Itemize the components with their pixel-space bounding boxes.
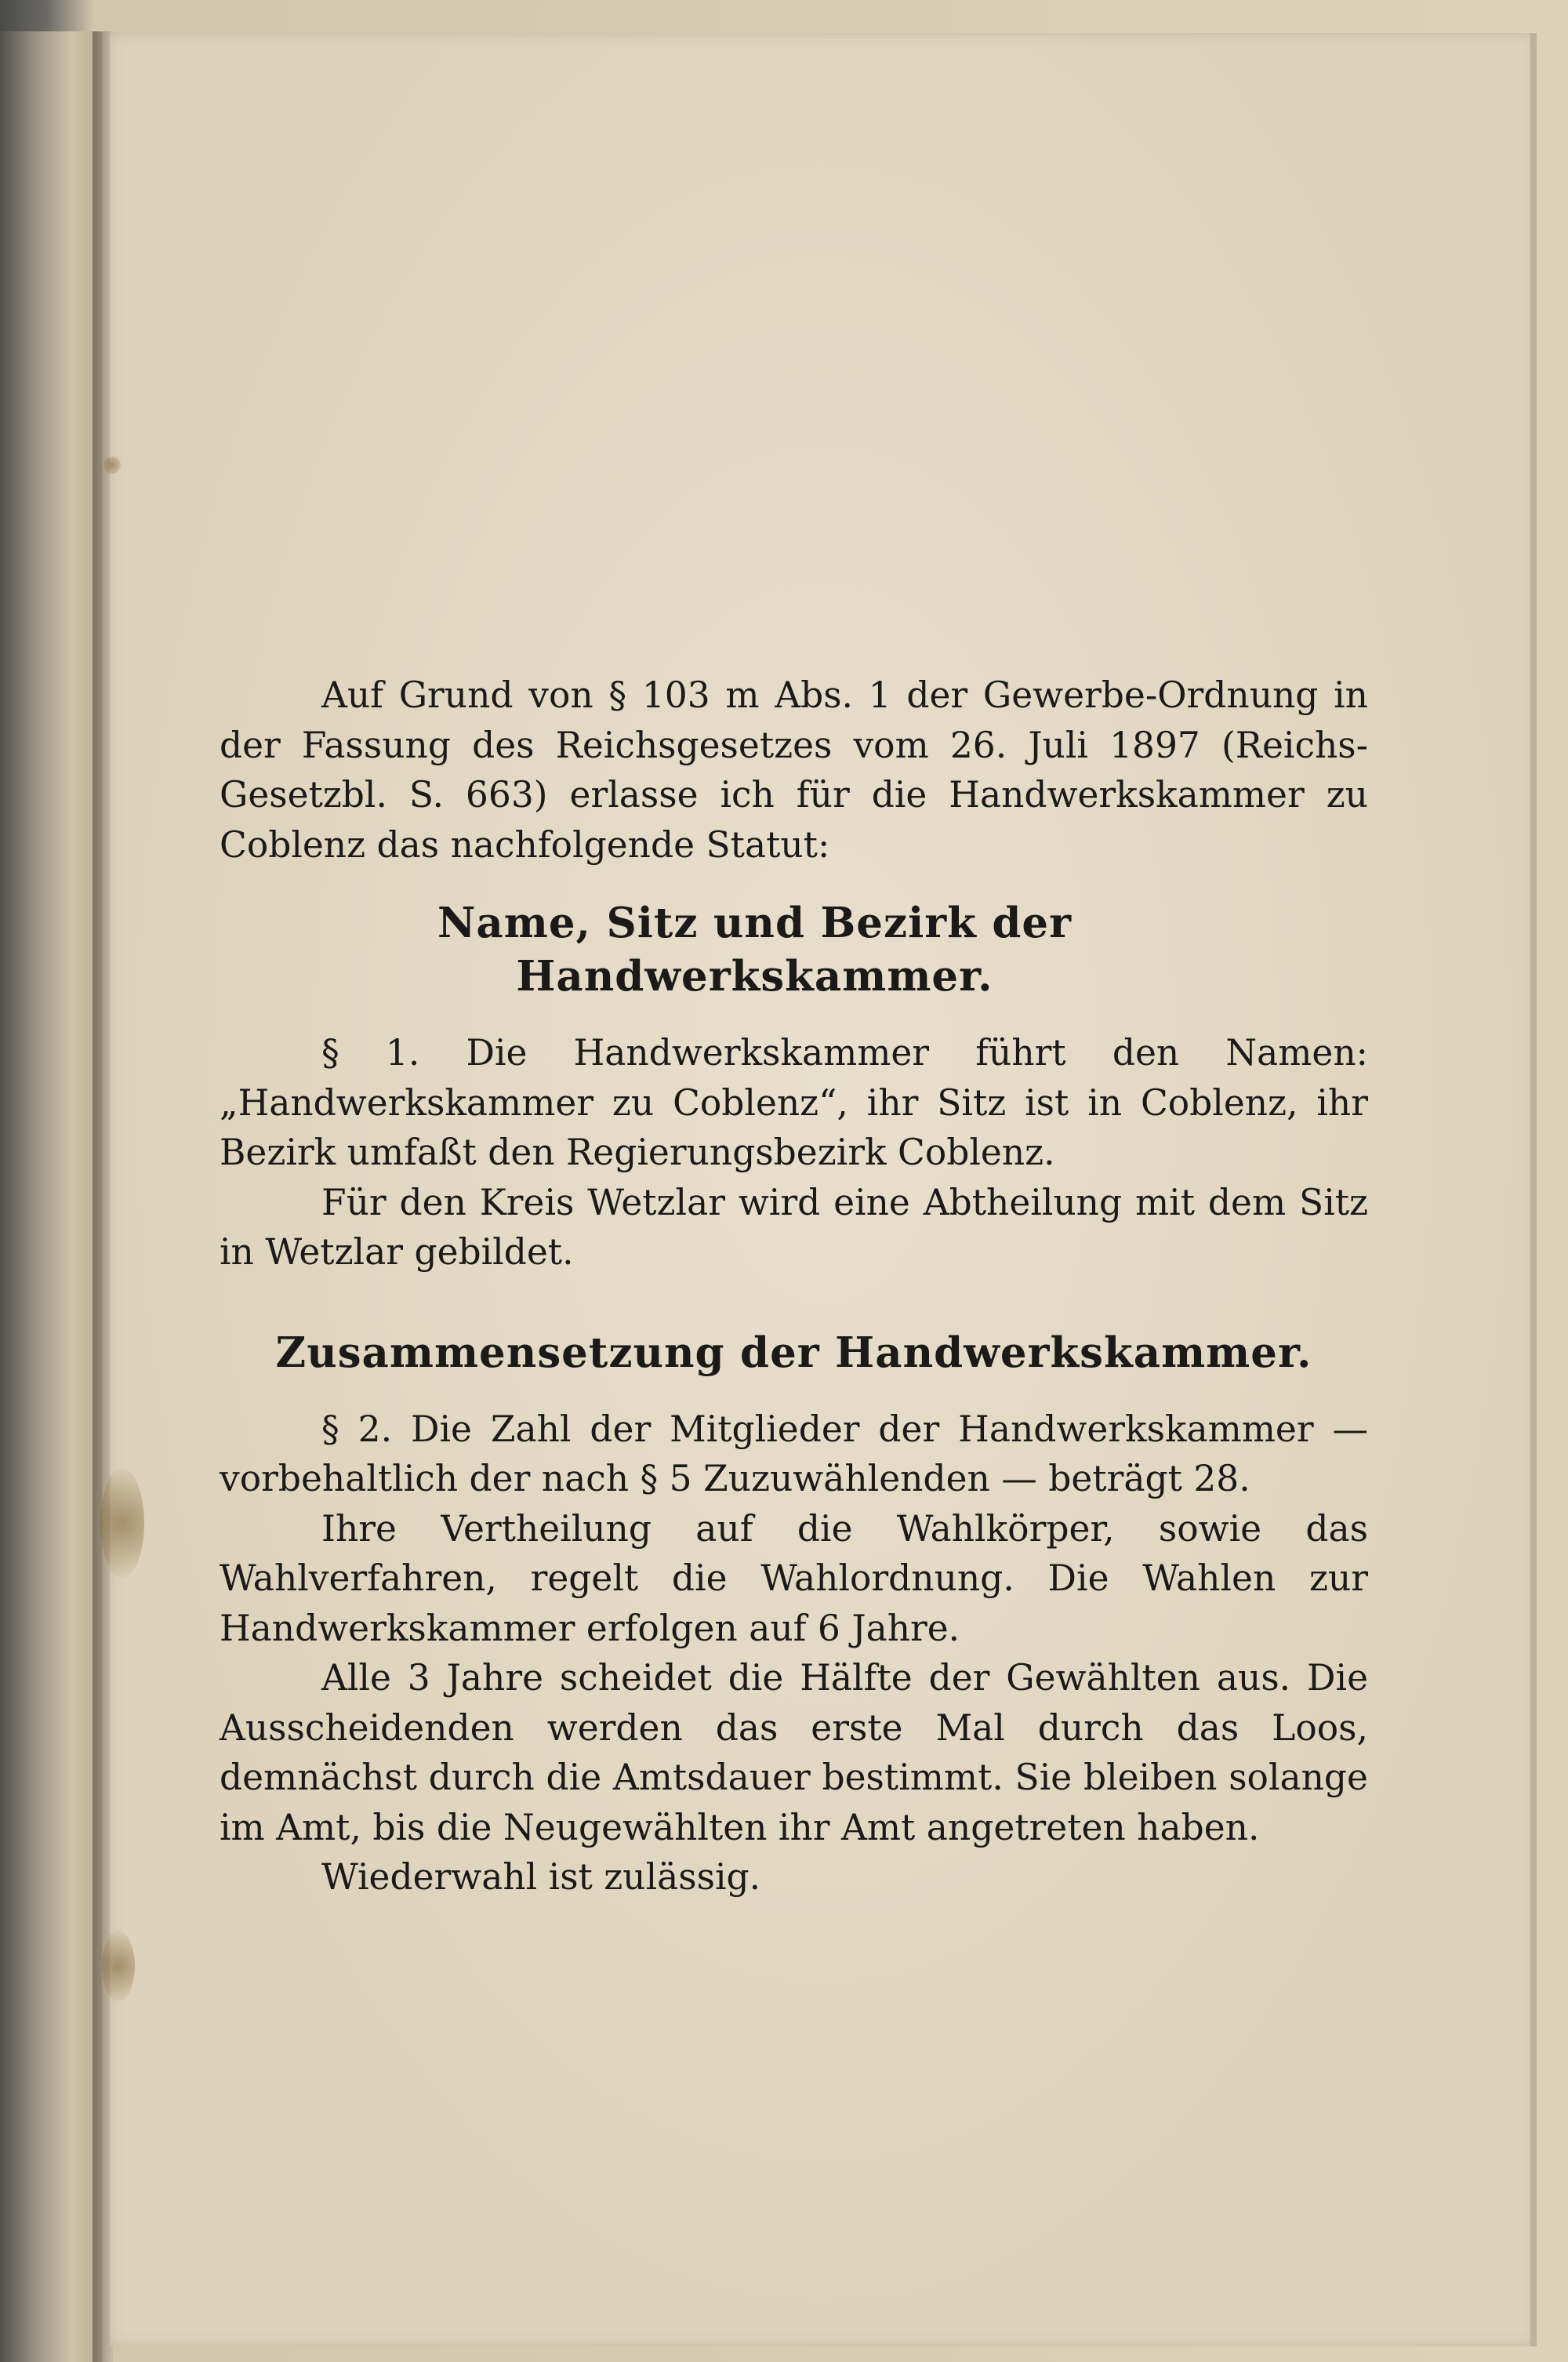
stain-mark: [103, 456, 121, 474]
intro-paragraph: Auf Grund von § 103 m Abs. 1 der Gewerbe-Ordnung in der Fassung des Reichsgesetzes vom 26. Juli 1897 (Reichs-Gesetzbl. S. 663) erlasse ich für die Handwerkskammer zu Coblenz das nachfolgende Statut:: [220, 674, 1368, 866]
section-2-rotation-paragraph: Alle 3 Jahre scheidet die Hälfte der Gewählten aus. Die Ausscheidenden werden das erste Mal durch das Loos, demnächst durch die Amtsdauer bestimmt. Sie bleiben solange im Amt, bis die Neugewählten ihr Amt angetreten haben.: [220, 1657, 1368, 1848]
section-2-reelection-paragraph: Wiederwahl ist zulässig.: [321, 1856, 761, 1898]
section-heading-composition: Zusammensetzung der Handwerkskammer.: [275, 1328, 1312, 1377]
left-page-edge: [0, 31, 102, 2362]
page-text: [220, 670, 1368, 1902]
section-2-distribution-paragraph: Ihre Vertheilung auf die Wahlkörper, sowie das Wahlverfahren, regelt die Wahlordnung. Die Wahlen zur Handwerkskammer erfolgen auf 6 Jahre.: [220, 1507, 1368, 1649]
stain-mark: [100, 1468, 144, 1578]
section-heading-name-seat-district: Name, Sitz und Bezirk der Handwerkskammer.: [437, 899, 1073, 1001]
section-1-wetzlar-paragraph: Für den Kreis Wetzlar wird eine Abtheilung mit dem Sitz in Wetzlar gebildet.: [220, 1181, 1368, 1273]
page-edge: [1530, 33, 1537, 2346]
stain-mark: [102, 1931, 135, 2001]
section-1-paragraph: § 1. Die Handwerkskammer führt den Namen: „Handwerkskammer zu Coblenz“, ihr Sitz ist in Coblenz, ihr Bezirk umfaßt den Regierungsbezirk Coblenz.: [220, 1032, 1368, 1173]
section-2-paragraph: § 2. Die Zahl der Mitglieder der Handwerkskammer — vorbehaltlich der nach § 5 Zuzuwählenden — beträgt 28.: [220, 1408, 1368, 1499]
